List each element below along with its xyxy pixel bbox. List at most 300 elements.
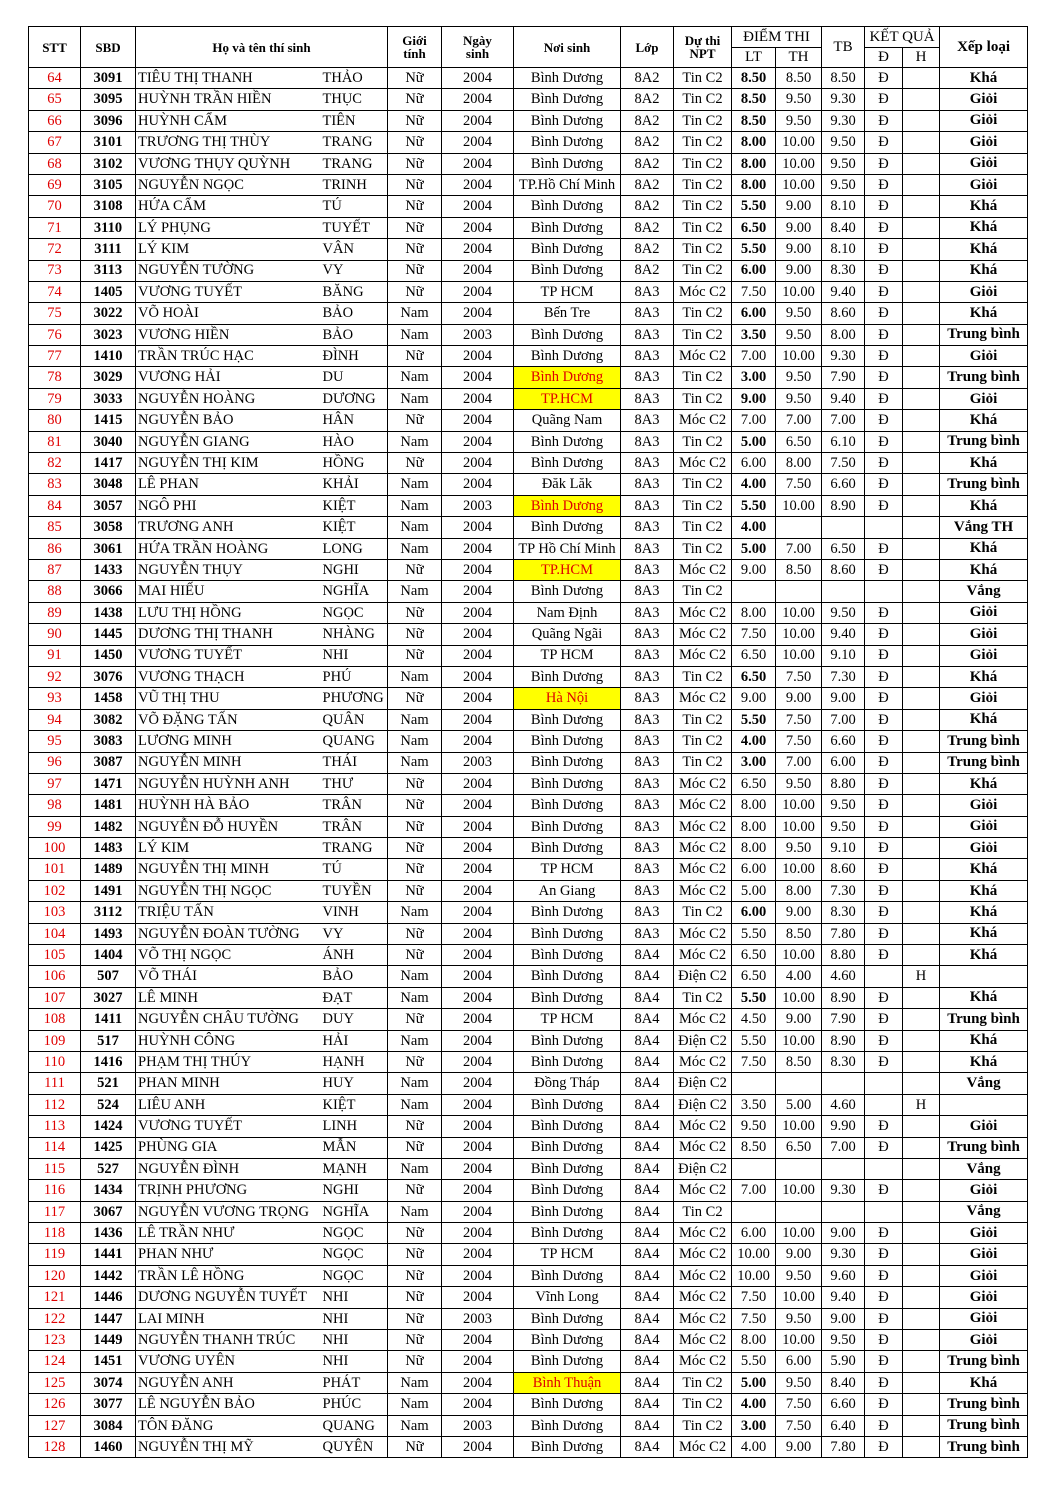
- gioi-tinh-cell: Nữ: [388, 153, 442, 174]
- sbd-cell: 1447: [81, 1308, 136, 1329]
- th-score-cell: 9.00: [776, 260, 822, 281]
- ten-cell: QUYÊN: [321, 1437, 388, 1458]
- th-score-cell: 7.50: [776, 1415, 822, 1436]
- stt-cell: 94: [29, 709, 81, 730]
- lop-cell: 8A3: [621, 453, 674, 474]
- sbd-cell: 3102: [81, 153, 136, 174]
- tb-score-cell: 6.50: [822, 538, 865, 559]
- ket-qua-hong-cell: [903, 174, 940, 195]
- ket-qua-dat-cell: Đ: [865, 1137, 903, 1158]
- ngay-sinh-cell: 2004: [442, 110, 514, 131]
- header-stt: STT: [29, 27, 81, 68]
- lop-cell: 8A3: [621, 666, 674, 687]
- xep-loai-cell: Giỏi: [940, 1223, 1028, 1244]
- ket-qua-dat-cell: Đ: [865, 1415, 903, 1436]
- th-score-cell: 9.50: [776, 388, 822, 409]
- lt-score-cell: 7.00: [732, 1180, 776, 1201]
- lt-score-cell: 8.00: [732, 132, 776, 153]
- ho-cell: VƯƠNG TUYẾT: [136, 645, 321, 666]
- ngay-sinh-cell: 2004: [442, 1437, 514, 1458]
- ngay-sinh-cell: 2004: [442, 1330, 514, 1351]
- ket-qua-dat-cell: Đ: [865, 217, 903, 238]
- table-row: [29, 1137, 1028, 1158]
- th-score-cell: 7.00: [776, 538, 822, 559]
- th-score-cell: 10.00: [776, 174, 822, 195]
- xep-loai-cell: Khá: [940, 1372, 1028, 1393]
- ket-qua-dat-cell: Đ: [865, 196, 903, 217]
- table-row: [29, 1073, 1028, 1094]
- du-thi-cell: Móc C2: [674, 559, 732, 580]
- tb-score-cell: 6.00: [822, 752, 865, 773]
- ngay-sinh-cell: 2004: [442, 1394, 514, 1415]
- noi-sinh-cell: Bình Dương: [514, 838, 621, 859]
- noi-sinh-cell: Bình Dương: [514, 816, 621, 837]
- ket-qua-dat-cell: [865, 966, 903, 987]
- th-score-cell: 10.00: [776, 1180, 822, 1201]
- tb-score-cell: 7.90: [822, 1009, 865, 1030]
- ket-qua-dat-cell: Đ: [865, 1009, 903, 1030]
- noi-sinh-cell: Bình Dương: [514, 1158, 621, 1179]
- du-thi-cell: Móc C2: [674, 1244, 732, 1265]
- lop-cell: 8A2: [621, 110, 674, 131]
- table-row: [29, 624, 1028, 645]
- xep-loai-cell: Khá: [940, 217, 1028, 238]
- stt-cell: 86: [29, 538, 81, 559]
- gioi-tinh-cell: Nữ: [388, 1009, 442, 1030]
- stt-cell: 80: [29, 410, 81, 431]
- ket-qua-dat-cell: Đ: [865, 239, 903, 260]
- header-hong: H: [903, 48, 940, 68]
- lt-score-cell: 5.00: [732, 431, 776, 452]
- lt-score-cell: 10.00: [732, 1244, 776, 1265]
- sbd-cell: 1493: [81, 923, 136, 944]
- lop-cell: 8A3: [621, 410, 674, 431]
- lop-cell: 8A3: [621, 538, 674, 559]
- table-row: [29, 346, 1028, 367]
- lop-cell: 8A3: [621, 923, 674, 944]
- ngay-sinh-cell: 2004: [442, 880, 514, 901]
- table-row: [29, 1437, 1028, 1458]
- ho-cell: TÔN ĐĂNG: [136, 1415, 321, 1436]
- ket-qua-hong-cell: [903, 495, 940, 516]
- lt-score-cell: 5.50: [732, 196, 776, 217]
- lop-cell: 8A4: [621, 1223, 674, 1244]
- lop-cell: 8A4: [621, 1308, 674, 1329]
- ket-qua-hong-cell: [903, 795, 940, 816]
- th-score-cell: 9.50: [776, 773, 822, 794]
- ket-qua-hong-cell: [903, 1009, 940, 1030]
- ket-qua-dat-cell: Đ: [865, 474, 903, 495]
- xep-loai-cell: Khá: [940, 666, 1028, 687]
- xep-loai-cell: Trung bình: [940, 1009, 1028, 1030]
- du-thi-cell: Móc C2: [674, 859, 732, 880]
- ten-cell: VY: [321, 923, 388, 944]
- gioi-tinh-cell: Nữ: [388, 1351, 442, 1372]
- stt-cell: 108: [29, 1009, 81, 1030]
- ngay-sinh-cell: 2004: [442, 923, 514, 944]
- ngay-sinh-cell: 2004: [442, 196, 514, 217]
- tb-score-cell: 6.40: [822, 1415, 865, 1436]
- gioi-tinh-cell: Nữ: [388, 1116, 442, 1137]
- gioi-tinh-cell: Nữ: [388, 132, 442, 153]
- lop-cell: 8A4: [621, 1437, 674, 1458]
- lt-score-cell: 3.00: [732, 367, 776, 388]
- gioi-tinh-cell: Nam: [388, 1030, 442, 1051]
- du-thi-cell: Điện C2: [674, 1158, 732, 1179]
- table-row: [29, 666, 1028, 687]
- ket-qua-dat-cell: Đ: [865, 923, 903, 944]
- ket-qua-hong-cell: [903, 645, 940, 666]
- lt-score-cell: 8.00: [732, 816, 776, 837]
- stt-cell: 115: [29, 1158, 81, 1179]
- gioi-tinh-cell: Nam: [388, 517, 442, 538]
- xep-loai-cell: Giỏi: [940, 1244, 1028, 1265]
- tb-score-cell: 6.10: [822, 431, 865, 452]
- lop-cell: 8A2: [621, 132, 674, 153]
- sbd-cell: 3096: [81, 110, 136, 131]
- tb-score-cell: 9.60: [822, 1265, 865, 1286]
- noi-sinh-cell: Bình Dương: [514, 1116, 621, 1137]
- table-row: [29, 1244, 1028, 1265]
- gioi-tinh-cell: Nam: [388, 752, 442, 773]
- gioi-tinh-cell: Nữ: [388, 346, 442, 367]
- lop-cell: 8A2: [621, 260, 674, 281]
- du-thi-cell: Tin C2: [674, 174, 732, 195]
- ngay-sinh-cell: 2004: [442, 153, 514, 174]
- stt-cell: 119: [29, 1244, 81, 1265]
- th-score-cell: 9.50: [776, 303, 822, 324]
- ngay-sinh-cell: 2004: [442, 303, 514, 324]
- noi-sinh-cell: Bình Thuận: [514, 1372, 621, 1393]
- ho-cell: LÊ NGUYỄN BẢO: [136, 1394, 321, 1415]
- table-row: [29, 1287, 1028, 1308]
- th-score-cell: 9.00: [776, 239, 822, 260]
- sbd-cell: 1425: [81, 1137, 136, 1158]
- gioi-tinh-cell: Nam: [388, 966, 442, 987]
- ngay-sinh-cell: 2004: [442, 1030, 514, 1051]
- du-thi-cell: Móc C2: [674, 945, 732, 966]
- ngay-sinh-cell: 2004: [442, 624, 514, 645]
- noi-sinh-cell: Bình Dương: [514, 1308, 621, 1329]
- lt-score-cell: 6.50: [732, 217, 776, 238]
- du-thi-cell: Tin C2: [674, 474, 732, 495]
- tb-score-cell: 9.30: [822, 1180, 865, 1201]
- ket-qua-hong-cell: [903, 89, 940, 110]
- table-row: [29, 602, 1028, 623]
- header-du-thi: Dự thi NPT: [674, 27, 732, 68]
- ten-cell: TRÂN: [321, 816, 388, 837]
- gioi-tinh-cell: Nam: [388, 987, 442, 1008]
- xep-loai-cell: Vắng: [940, 581, 1028, 602]
- ho-cell: NGUYỄN TƯỜNG: [136, 260, 321, 281]
- gioi-tinh-cell: Nữ: [388, 1244, 442, 1265]
- ho-cell: PHẠM THỊ THÚY: [136, 1051, 321, 1072]
- lop-cell: 8A2: [621, 196, 674, 217]
- noi-sinh-cell: Bình Dương: [514, 1415, 621, 1436]
- table-row: [29, 174, 1028, 195]
- ngay-sinh-cell: 2003: [442, 752, 514, 773]
- tb-score-cell: 9.50: [822, 174, 865, 195]
- th-score-cell: 8.50: [776, 923, 822, 944]
- ket-qua-hong-cell: [903, 1073, 940, 1094]
- ket-qua-hong-cell: [903, 1372, 940, 1393]
- table-row: [29, 1308, 1028, 1329]
- ten-cell: VINH: [321, 902, 388, 923]
- stt-cell: 71: [29, 217, 81, 238]
- lt-score-cell: 6.00: [732, 453, 776, 474]
- ho-cell: VÕ HOÀI: [136, 303, 321, 324]
- ket-qua-hong-cell: [903, 709, 940, 730]
- sbd-cell: 3105: [81, 174, 136, 195]
- ngay-sinh-cell: 2004: [442, 966, 514, 987]
- xep-loai-cell: Khá: [940, 773, 1028, 794]
- lt-score-cell: 10.00: [732, 1265, 776, 1286]
- xep-loai-cell: Khá: [940, 538, 1028, 559]
- noi-sinh-cell: Bình Dương: [514, 666, 621, 687]
- ho-cell: VƯƠNG TUYẾT: [136, 281, 321, 302]
- th-score-cell: 10.00: [776, 602, 822, 623]
- th-score-cell: 9.50: [776, 110, 822, 131]
- ket-qua-hong-cell: [903, 68, 940, 89]
- ho-cell: VƯƠNG UYÊN: [136, 1351, 321, 1372]
- sbd-cell: 1491: [81, 880, 136, 901]
- tb-score-cell: 8.30: [822, 902, 865, 923]
- lt-score-cell: 6.50: [732, 773, 776, 794]
- du-thi-cell: Móc C2: [674, 880, 732, 901]
- table-row: [29, 453, 1028, 474]
- ket-qua-dat-cell: Đ: [865, 773, 903, 794]
- gioi-tinh-cell: Nam: [388, 1158, 442, 1179]
- tb-score-cell: 9.30: [822, 89, 865, 110]
- lt-score-cell: [732, 1201, 776, 1222]
- gioi-tinh-cell: Nam: [388, 367, 442, 388]
- th-score-cell: 10.00: [776, 859, 822, 880]
- ngay-sinh-cell: 2004: [442, 859, 514, 880]
- ten-cell: HÀO: [321, 431, 388, 452]
- noi-sinh-cell: Bình Dương: [514, 495, 621, 516]
- stt-cell: 111: [29, 1073, 81, 1094]
- stt-cell: 88: [29, 581, 81, 602]
- stt-cell: 110: [29, 1051, 81, 1072]
- xep-loai-cell: Trung bình: [940, 1137, 1028, 1158]
- lop-cell: 8A3: [621, 859, 674, 880]
- sbd-cell: 1433: [81, 559, 136, 580]
- ngay-sinh-cell: 2004: [442, 474, 514, 495]
- tb-score-cell: 8.40: [822, 1372, 865, 1393]
- tb-score-cell: 9.00: [822, 1308, 865, 1329]
- lt-score-cell: 4.00: [732, 474, 776, 495]
- lop-cell: 8A4: [621, 1137, 674, 1158]
- tb-score-cell: 7.00: [822, 709, 865, 730]
- noi-sinh-cell: Nam Định: [514, 602, 621, 623]
- ngay-sinh-cell: 2004: [442, 1158, 514, 1179]
- sbd-cell: 521: [81, 1073, 136, 1094]
- ho-cell: PHAN NHƯ: [136, 1244, 321, 1265]
- xep-loai-cell: [940, 966, 1028, 987]
- th-score-cell: 10.00: [776, 1287, 822, 1308]
- tb-score-cell: 9.50: [822, 153, 865, 174]
- lt-score-cell: 3.50: [732, 324, 776, 345]
- lt-score-cell: 5.00: [732, 538, 776, 559]
- xep-loai-cell: Khá: [940, 453, 1028, 474]
- tb-score-cell: 9.00: [822, 1223, 865, 1244]
- stt-cell: 99: [29, 816, 81, 837]
- table-row: [29, 1094, 1028, 1115]
- noi-sinh-cell: Bình Dương: [514, 1351, 621, 1372]
- sbd-cell: 1489: [81, 859, 136, 880]
- ket-qua-dat-cell: Đ: [865, 559, 903, 580]
- th-score-cell: 8.50: [776, 559, 822, 580]
- ket-qua-hong-cell: [903, 1223, 940, 1244]
- du-thi-cell: Móc C2: [674, 624, 732, 645]
- tb-score-cell: 7.80: [822, 1437, 865, 1458]
- gioi-tinh-cell: Nam: [388, 1201, 442, 1222]
- ho-cell: LÝ KIM: [136, 838, 321, 859]
- table-row: [29, 1351, 1028, 1372]
- ho-cell: TRỊNH PHƯƠNG: [136, 1180, 321, 1201]
- gioi-tinh-cell: Nữ: [388, 239, 442, 260]
- tb-score-cell: 8.00: [822, 324, 865, 345]
- lt-score-cell: 8.00: [732, 1330, 776, 1351]
- gioi-tinh-cell: Nữ: [388, 559, 442, 580]
- ho-cell: TRẦN TRÚC HẠC: [136, 346, 321, 367]
- th-score-cell: 9.50: [776, 1372, 822, 1393]
- ho-cell: LÊ PHAN: [136, 474, 321, 495]
- lt-score-cell: 5.50: [732, 495, 776, 516]
- table-row: [29, 966, 1028, 987]
- ngay-sinh-cell: 2004: [442, 1094, 514, 1115]
- table-row: [29, 89, 1028, 110]
- ngay-sinh-cell: 2004: [442, 666, 514, 687]
- noi-sinh-cell: Bình Dương: [514, 1394, 621, 1415]
- tb-score-cell: 9.50: [822, 795, 865, 816]
- noi-sinh-cell: Bình Dương: [514, 581, 621, 602]
- ket-qua-hong-cell: [903, 559, 940, 580]
- sbd-cell: 3029: [81, 367, 136, 388]
- lt-score-cell: 4.00: [732, 1437, 776, 1458]
- gioi-tinh-cell: Nữ: [388, 89, 442, 110]
- noi-sinh-cell: Bình Dương: [514, 1030, 621, 1051]
- table-row: [29, 559, 1028, 580]
- lop-cell: 8A4: [621, 1009, 674, 1030]
- lt-score-cell: 4.00: [732, 731, 776, 752]
- ho-cell: NGUYỄN THỊ KIM: [136, 453, 321, 474]
- table-row: [29, 388, 1028, 409]
- lt-score-cell: 7.50: [732, 1308, 776, 1329]
- ngay-sinh-cell: 2003: [442, 1308, 514, 1329]
- ket-qua-dat-cell: Đ: [865, 1030, 903, 1051]
- sbd-cell: 1445: [81, 624, 136, 645]
- lt-score-cell: 6.50: [732, 645, 776, 666]
- ket-qua-hong-cell: [903, 1394, 940, 1415]
- xep-loai-cell: Khá: [940, 1051, 1028, 1072]
- noi-sinh-cell: TP.HCM: [514, 559, 621, 580]
- sbd-cell: 1450: [81, 645, 136, 666]
- gioi-tinh-cell: Nữ: [388, 217, 442, 238]
- lop-cell: 8A4: [621, 1030, 674, 1051]
- sbd-cell: 3074: [81, 1372, 136, 1393]
- du-thi-cell: Tin C2: [674, 731, 732, 752]
- ho-cell: HỨA TRẦN HOÀNG: [136, 538, 321, 559]
- gioi-tinh-cell: Nam: [388, 1073, 442, 1094]
- du-thi-cell: Móc C2: [674, 410, 732, 431]
- table-row: [29, 1051, 1028, 1072]
- stt-cell: 90: [29, 624, 81, 645]
- gioi-tinh-cell: Nam: [388, 666, 442, 687]
- ho-cell: HUỲNH CẨM: [136, 110, 321, 131]
- ket-qua-hong-cell: [903, 431, 940, 452]
- stt-cell: 69: [29, 174, 81, 195]
- noi-sinh-cell: TP Hồ Chí Minh: [514, 538, 621, 559]
- stt-cell: 128: [29, 1437, 81, 1458]
- th-score-cell: 9.00: [776, 1437, 822, 1458]
- ket-qua-dat-cell: Đ: [865, 1116, 903, 1137]
- ten-cell: KHẢI: [321, 474, 388, 495]
- xep-loai-cell: Trung bình: [940, 731, 1028, 752]
- tb-score-cell: 5.90: [822, 1351, 865, 1372]
- xep-loai-cell: Vắng: [940, 1201, 1028, 1222]
- table-row: [29, 923, 1028, 944]
- ngay-sinh-cell: 2004: [442, 517, 514, 538]
- ngay-sinh-cell: 2004: [442, 538, 514, 559]
- ho-cell: TRƯƠNG ANH: [136, 517, 321, 538]
- ngay-sinh-cell: 2004: [442, 1223, 514, 1244]
- stt-cell: 127: [29, 1415, 81, 1436]
- gioi-tinh-cell: Nữ: [388, 945, 442, 966]
- sbd-cell: 3057: [81, 495, 136, 516]
- header-ho-ten: Họ và tên thí sinh: [136, 27, 388, 68]
- noi-sinh-cell: Bình Dương: [514, 1201, 621, 1222]
- tb-score-cell: 8.80: [822, 945, 865, 966]
- ngay-sinh-cell: 2004: [442, 1201, 514, 1222]
- gioi-tinh-cell: Nữ: [388, 260, 442, 281]
- sbd-cell: 3076: [81, 666, 136, 687]
- ket-qua-dat-cell: Đ: [865, 1180, 903, 1201]
- header-noi-sinh: Nơi sinh: [514, 27, 621, 68]
- noi-sinh-cell: Bình Dương: [514, 132, 621, 153]
- ket-qua-dat-cell: Đ: [865, 688, 903, 709]
- noi-sinh-cell: Bình Dương: [514, 110, 621, 131]
- gioi-tinh-cell: Nữ: [388, 645, 442, 666]
- gioi-tinh-cell: Nam: [388, 303, 442, 324]
- tb-score-cell: 8.60: [822, 859, 865, 880]
- ngay-sinh-cell: 2004: [442, 260, 514, 281]
- tb-score-cell: 9.30: [822, 346, 865, 367]
- lop-cell: 8A4: [621, 966, 674, 987]
- th-score-cell: 9.50: [776, 324, 822, 345]
- ket-qua-hong-cell: [903, 581, 940, 602]
- sbd-cell: 1482: [81, 816, 136, 837]
- ten-cell: PHÁT: [321, 1372, 388, 1393]
- sbd-cell: 1415: [81, 410, 136, 431]
- tb-score-cell: 6.60: [822, 1394, 865, 1415]
- sbd-cell: 3095: [81, 89, 136, 110]
- du-thi-cell: Tin C2: [674, 987, 732, 1008]
- table-row: [29, 795, 1028, 816]
- ngay-sinh-cell: 2004: [442, 902, 514, 923]
- ten-cell: NHI: [321, 1287, 388, 1308]
- stt-cell: 122: [29, 1308, 81, 1329]
- stt-cell: 66: [29, 110, 81, 131]
- ngay-sinh-cell: 2004: [442, 281, 514, 302]
- ten-cell: PHÚC: [321, 1394, 388, 1415]
- ket-qua-hong-cell: H: [903, 1094, 940, 1115]
- ten-cell: NGHĨA: [321, 1201, 388, 1222]
- ho-cell: NGUYỄN ĐOÀN TƯỜNG: [136, 923, 321, 944]
- stt-cell: 64: [29, 68, 81, 89]
- ket-qua-hong-cell: [903, 153, 940, 174]
- tb-score-cell: 9.50: [822, 816, 865, 837]
